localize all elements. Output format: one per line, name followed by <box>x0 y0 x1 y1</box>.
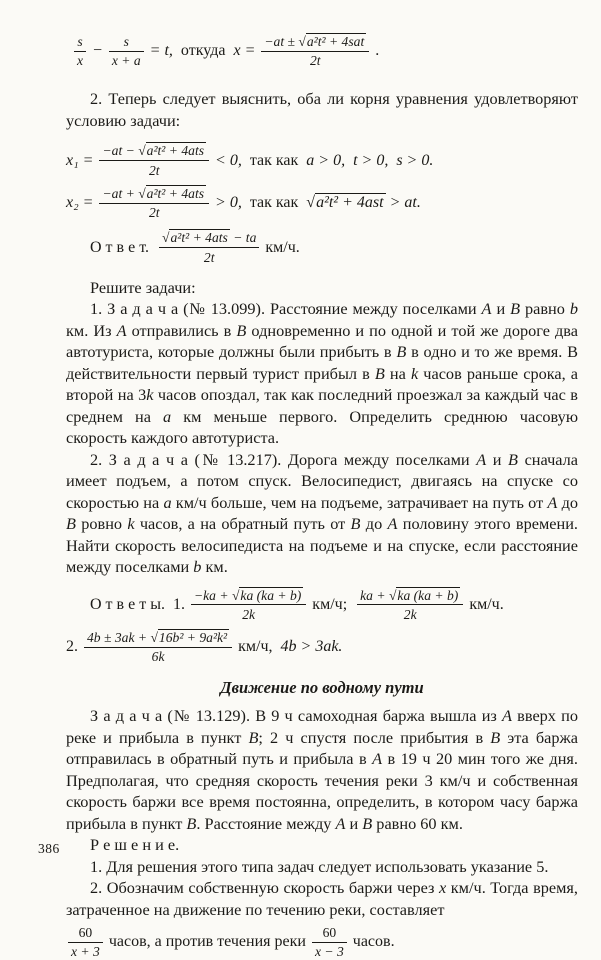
radicand <box>146 185 206 201</box>
math-text: 2t <box>203 249 215 265</box>
square-root <box>138 143 206 158</box>
numerator <box>109 34 144 51</box>
roman-text: км/ч. <box>261 238 300 256</box>
radical-sign: √ <box>138 143 146 159</box>
radicand <box>315 193 386 211</box>
math-text: = t, <box>145 42 173 60</box>
math-text: > 0, <box>211 194 242 212</box>
math-text: a²t² + 4ats <box>146 185 205 201</box>
roman-text: откуда <box>172 42 234 60</box>
numerator <box>99 186 209 203</box>
formula-travel-times <box>66 925 578 959</box>
math-text: − <box>88 42 107 60</box>
fraction <box>159 230 259 264</box>
fraction <box>109 34 144 68</box>
radicand <box>239 587 303 603</box>
solve-tasks-label: Решите задачи: <box>90 277 196 297</box>
answers-line-2 <box>66 630 578 664</box>
denominator <box>159 247 259 265</box>
denominator <box>74 51 86 69</box>
square-root <box>389 588 460 603</box>
math-text: x + 3 <box>71 944 100 960</box>
math-text: x <box>77 53 84 69</box>
denominator <box>99 203 209 221</box>
answers-label: О т в е т ы. <box>90 595 165 613</box>
fraction <box>68 925 103 959</box>
denominator <box>99 160 209 178</box>
fraction <box>99 143 209 177</box>
math-text: s <box>77 34 83 49</box>
math-text: − ta <box>229 230 257 246</box>
fraction <box>312 925 347 959</box>
denominator <box>84 647 232 665</box>
formula-x1 <box>66 143 578 177</box>
answers-formula-1 <box>173 588 504 622</box>
math-text: 4b > 3ak. <box>280 638 343 656</box>
fraction <box>74 34 86 68</box>
answer-formula <box>157 230 300 264</box>
roman-text: км/ч; <box>308 595 356 613</box>
denominator <box>109 51 144 69</box>
radicand <box>169 229 229 245</box>
fraction <box>191 588 306 622</box>
roman-text: часов, а против течения реки <box>104 933 310 951</box>
math-text: 6k <box>151 649 165 665</box>
formula-x2 <box>66 186 578 220</box>
fraction <box>84 630 232 664</box>
paragraph-solution-point2: 2. Обозначим собственную скорость баржи через x км/ч. Тогда время, затраченное на движение по течению реки, составляет <box>66 878 578 919</box>
roman-text: км/ч, <box>234 638 281 656</box>
math-text: 2t <box>310 53 321 69</box>
math-text: x = <box>233 42 260 60</box>
fraction <box>357 588 463 622</box>
roman-text: часов. <box>348 933 395 951</box>
math-text: x₂ = <box>66 194 98 212</box>
numerator <box>159 230 259 247</box>
numerator <box>191 588 306 605</box>
denominator <box>261 51 369 69</box>
equation-top <box>72 34 578 68</box>
radicand <box>158 629 229 645</box>
radical-sign: √ <box>138 185 146 201</box>
denominator <box>191 604 306 622</box>
math-text: > at. <box>385 194 421 212</box>
math-text: < 0, <box>211 151 242 169</box>
denominator <box>312 942 347 960</box>
roman-text: 60 <box>322 925 337 941</box>
text-block <box>66 26 578 960</box>
radicand <box>146 142 206 158</box>
math-text: 2t <box>148 162 160 178</box>
numerator <box>99 143 209 160</box>
numerator <box>84 630 232 647</box>
math-text: s <box>123 34 129 49</box>
math-text: 2k <box>403 606 417 622</box>
paragraph-task-water: З а д а ч а (№ 13.129). В 9 ч самоходная баржа вышла из A вверх по реке и прибыла в пункт B; 2 ч спустя после прибытия в B эта баржа отправилась в обратный путь и прибыла в A в 19 ч 20 мин того же дня. Предполагая, что средняя скорость течения реки 3 км/ч и собственная скорость баржи все время постоянна, определить, в котором часу баржа прибыла в пункт B. Расстояние между A и B равно 60 км. <box>66 706 579 833</box>
section-heading-water: Движение по водному пути <box>220 677 424 697</box>
square-root <box>298 34 366 49</box>
roman-text: . <box>371 42 380 60</box>
radical-sign: √ <box>231 587 240 603</box>
denominator <box>68 942 103 960</box>
numerator <box>312 925 347 942</box>
answer-label: О т в е т. <box>90 238 149 256</box>
radical-sign: √ <box>298 34 306 49</box>
roman-text: так как <box>241 151 307 169</box>
square-root <box>306 195 385 211</box>
math-text: a²t² + 4ats <box>146 143 205 159</box>
radical-sign: √ <box>162 230 170 246</box>
math-text: 4b ± 3ak + <box>87 630 151 646</box>
radical-sign: √ <box>388 587 397 603</box>
fraction <box>99 186 209 220</box>
roman-text: так как <box>241 194 307 212</box>
math-text: a²t² + 4sat <box>306 34 365 49</box>
square-root <box>138 186 206 201</box>
math-text: 16b² + 9a²k² <box>158 630 228 646</box>
math-text: x − 3 <box>314 944 344 960</box>
answers-line-1 <box>90 588 578 622</box>
math-text: ka (ka + b) <box>240 587 302 603</box>
math-text: a > 0, t > 0, s > 0. <box>306 151 434 169</box>
numerator <box>261 34 369 51</box>
numerator <box>74 34 86 51</box>
math-text: a²t² + 4ats <box>170 230 228 246</box>
math-text: a²t² + 4ast <box>316 194 384 212</box>
square-root <box>150 630 229 645</box>
square-root <box>162 230 230 245</box>
square-root <box>232 588 303 603</box>
math-text: ka (ka + b) <box>397 587 459 603</box>
radical-sign: √ <box>150 630 158 646</box>
numerator <box>68 925 103 942</box>
math-text: ka + <box>360 587 389 603</box>
solution-label: Р е ш е н и е. <box>90 835 180 855</box>
page-number: 386 <box>38 841 60 856</box>
answer-line <box>90 230 578 264</box>
numerator <box>357 588 463 605</box>
paragraph-check-roots: 2. Теперь следует выяснить, оба ли корня уравнения удовлетворяют условию задачи: <box>66 89 578 130</box>
paragraph-solution-point1: 1. Для решения этого типа задач следует использовать указание 5. <box>90 856 549 876</box>
math-text: 2t <box>148 205 160 221</box>
paragraph-task1: 1. З а д а ч а (№ 13.099). Расстояние между поселками A и B равно b км. Из A отправились в B одновременно и по одной и той же дороге два автотуриста, которые должны были прибыть в B в одно и то же время. В действительности первый турист прибыл в B на k часов раньше срока, а второй на 3k часов опоздал, так как последний проезжал за каждый час в среднем на a км меньше первого. Определить среднюю часовую скорость каждого автотуриста. <box>66 299 578 448</box>
math-text: x + a <box>111 53 141 69</box>
fraction <box>261 34 369 68</box>
math-text: −at + <box>102 185 139 201</box>
paragraph-task2: 2. З а д а ч а (№ 13.217). Дорога между поселками A и B сначала имеет подъем, а потом спуск. Велосипедист, двигаясь на спуске со скоростью на a км/ч больше, чем на подъеме, затрачивает на путь от A до B ровно k часов, а на обратный путь от B до A половину этого времени. Найти скорость велосипедиста на подъеме и на спуске, если расстояние между поселками b км. <box>66 449 578 577</box>
denominator <box>357 604 463 622</box>
radicand <box>396 587 460 603</box>
roman-text: 2. <box>66 638 82 656</box>
math-text: −at ± <box>264 34 299 49</box>
radical-sign: √ <box>306 194 316 212</box>
roman-text: 60 <box>78 925 93 941</box>
math-text: 2k <box>242 606 256 622</box>
radicand <box>306 33 366 49</box>
roman-text: км/ч. <box>465 595 504 613</box>
math-text: x₁ = <box>66 151 98 169</box>
math-text: −ka + <box>193 587 232 603</box>
math-text: −at − <box>102 143 139 159</box>
roman-text: 1. <box>172 595 189 613</box>
